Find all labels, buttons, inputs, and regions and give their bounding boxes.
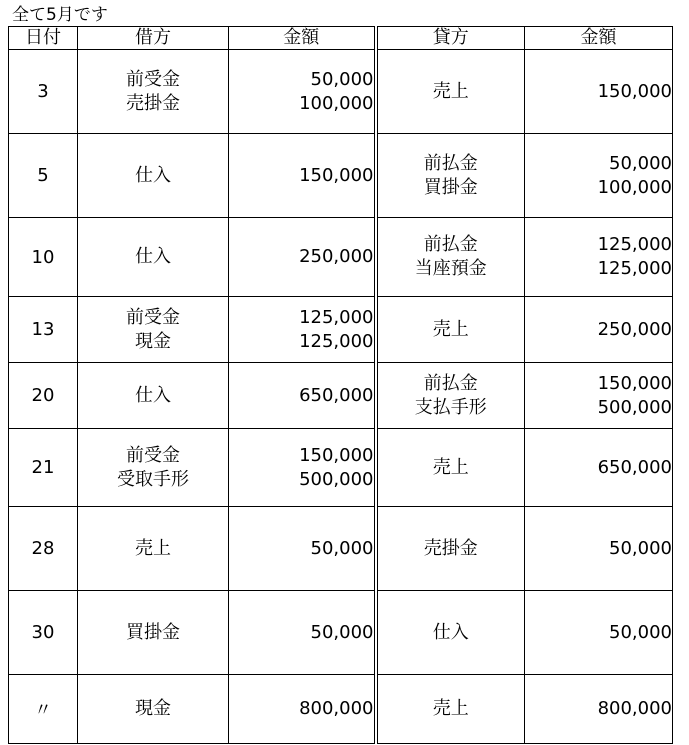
debit-account-cell [78,218,229,297]
table-row [9,429,673,507]
debit-amount-cell [229,297,376,363]
date-cell: 5 [9,134,78,218]
table-row [9,134,673,218]
debit-amount-cell-line: 250,000 [299,246,374,267]
credit-account-cell-line: 前払金 [423,152,478,174]
credit-account-cell [376,675,525,744]
debit-account-cell-line: 受取手形 [117,468,189,490]
credit-account-cell-line: 当座預金 [414,258,487,279]
debit-amount-cell-line: 650,000 [299,384,374,406]
date-cell: 13 [9,297,78,363]
table-row [9,218,673,297]
header-row [9,27,673,50]
credit-amount-cell [525,297,673,363]
credit-account-cell-line: 売掛金 [423,537,478,559]
debit-amount-cell [229,591,376,675]
debit-amount-cell [229,218,376,297]
debit-account-cell-line: 売掛金 [126,92,180,114]
page-note: 全て5月です [12,5,108,25]
header-credit-amount: 金額 [525,27,673,50]
credit-amount-cell-line: 100,000 [597,176,672,198]
credit-account-cell-line: 売上 [432,80,469,102]
debit-account-cell-line: 前受金 [126,444,180,466]
journal-table [8,26,673,744]
credit-amount-cell-line: 50,000 [609,152,672,174]
credit-account-cell-line: 買掛金 [423,176,478,198]
table-row [9,675,673,744]
debit-amount-cell [229,134,376,218]
debit-amount-cell-line: 50,000 [310,537,374,559]
debit-account-cell-line: 前受金 [126,306,180,328]
credit-amount-cell [525,50,673,134]
debit-amount-cell-line: 125,000 [299,306,374,328]
debit-account-cell [78,297,229,363]
debit-account-cell-line: 仕入 [135,164,171,186]
credit-account-cell-line: 売上 [432,698,469,719]
debit-account-cell-line: 仕入 [135,246,171,267]
debit-account-cell-line: 現金 [135,698,171,719]
debit-account-cell-line: 売上 [135,537,171,559]
credit-amount-cell-line: 250,000 [597,318,672,340]
debit-amount-cell [229,363,376,429]
debit-account-cell-line: 前受金 [126,68,180,90]
table-row [9,591,673,675]
credit-account-cell [376,363,525,429]
date-cell: 10 [9,218,78,297]
credit-account-cell-line: 仕入 [432,621,469,643]
date-cell: 3 [9,50,78,134]
credit-amount-cell [525,507,673,591]
debit-amount-cell-line: 50,000 [310,68,374,90]
credit-amount-cell [525,429,673,507]
credit-amount-cell-line: 500,000 [597,396,672,418]
credit-account-cell-line: 売上 [432,456,469,478]
credit-amount-cell [525,134,673,218]
debit-amount-cell-line: 50,000 [310,621,374,643]
debit-amount-cell-line: 500,000 [299,468,374,490]
credit-amount-cell-line: 50,000 [609,621,672,643]
credit-amount-cell [525,363,673,429]
credit-amount-cell-line: 125,000 [597,234,672,255]
header-credit: 貸方 [376,27,525,50]
date-cell: 28 [9,507,78,591]
debit-account-cell [78,363,229,429]
header-debit: 借方 [78,27,229,50]
table-row [9,363,673,429]
debit-account-cell-line: 現金 [135,330,171,352]
credit-amount-cell-line: 800,000 [597,698,672,719]
debit-account-cell [78,507,229,591]
table-row [9,297,673,363]
credit-account-cell [376,134,525,218]
credit-account-cell-line: 前払金 [423,234,478,255]
date-cell: 〃 [9,675,78,744]
credit-account-cell [376,507,525,591]
debit-amount-cell-line: 100,000 [299,92,374,114]
date-cell: 30 [9,591,78,675]
credit-amount-cell-line: 650,000 [597,456,672,478]
credit-account-cell [376,297,525,363]
date-cell: 20 [9,363,78,429]
debit-amount-cell [229,675,376,744]
debit-account-cell [78,50,229,134]
credit-amount-cell [525,218,673,297]
debit-account-cell [78,591,229,675]
credit-account-cell [376,591,525,675]
debit-account-cell [78,134,229,218]
credit-account-cell-line: 前払金 [423,372,478,394]
debit-account-cell-line: 仕入 [135,384,171,406]
debit-amount-cell-line: 125,000 [299,330,374,352]
debit-amount-cell-line: 150,000 [299,164,374,186]
debit-amount-cell-line: 800,000 [299,698,374,719]
date-cell: 21 [9,429,78,507]
header-debit-amount: 金額 [229,27,376,50]
credit-amount-cell-line: 150,000 [597,80,672,102]
credit-amount-cell [525,591,673,675]
credit-account-cell-line: 売上 [432,318,469,340]
credit-account-cell [376,50,525,134]
credit-amount-cell-line: 150,000 [597,372,672,394]
debit-account-cell-line: 買掛金 [126,621,180,643]
credit-amount-cell-line: 125,000 [597,258,672,279]
credit-account-cell [376,218,525,297]
debit-account-cell [78,675,229,744]
credit-amount-cell-line: 50,000 [609,537,672,559]
table-row [9,507,673,591]
header-date: 日付 [9,27,78,50]
table-row [9,50,673,134]
debit-amount-cell [229,507,376,591]
debit-amount-cell-line: 150,000 [299,444,374,466]
credit-account-cell-line: 支払手形 [414,396,487,418]
debit-amount-cell [229,429,376,507]
credit-amount-cell [525,675,673,744]
debit-account-cell [78,429,229,507]
debit-amount-cell [229,50,376,134]
credit-account-cell [376,429,525,507]
